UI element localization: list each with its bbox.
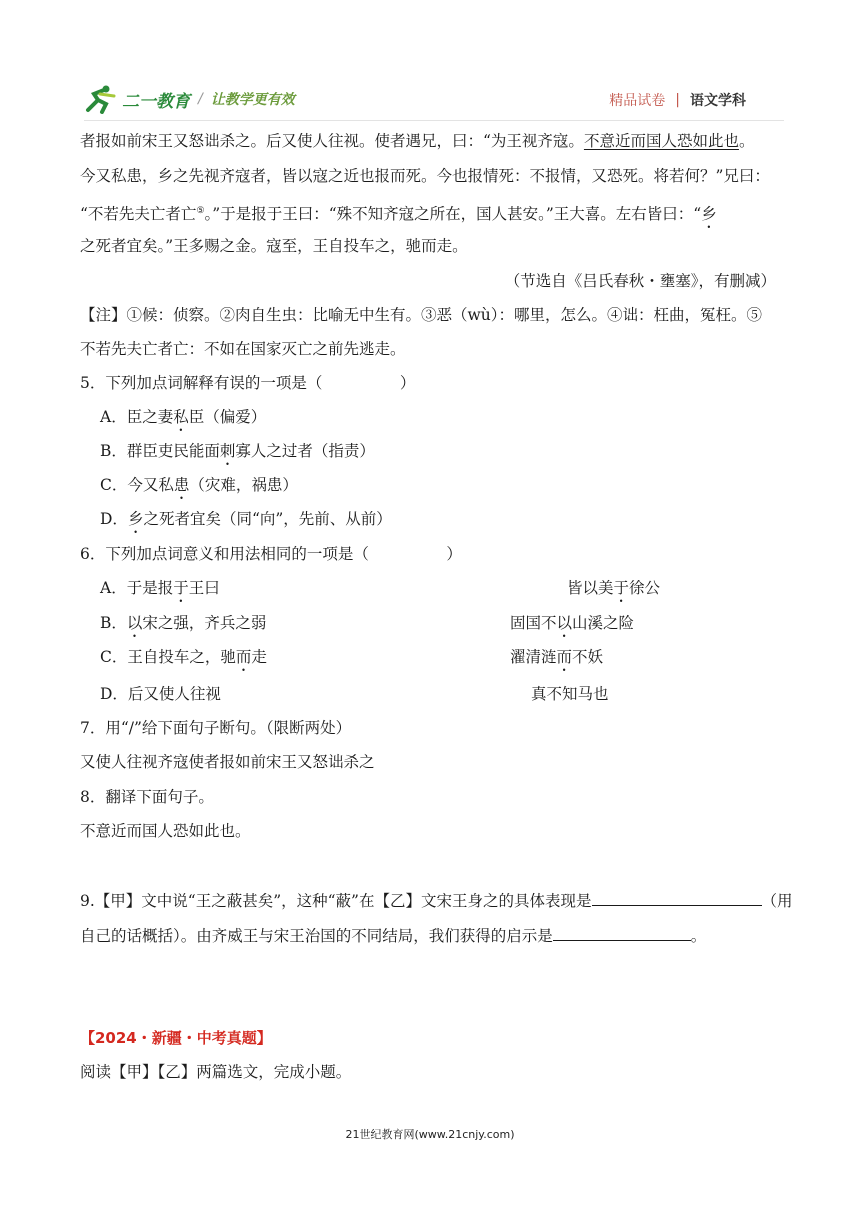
option-text: 固国不	[510, 614, 557, 632]
passage-line-3	[80, 200, 717, 232]
dotted-word: 以	[556, 614, 573, 632]
passage-text: 。”于是报于王曰：“殊不知齐寇之所在，国人甚安。”王大喜。左右皆曰：“	[204, 205, 702, 224]
notes-line-2: 不若先夫亡者亡：不如在国家灭亡之前先逃走。	[80, 340, 406, 358]
question-6-option-c-right	[510, 646, 603, 675]
passage-text: 。	[738, 132, 755, 150]
question-5-option-c	[100, 474, 298, 503]
option-text: （灾难，祸患）	[189, 476, 298, 494]
answer-blank[interactable]	[592, 889, 762, 906]
page-footer: 21世纪教育网(www.21cnjy.com)	[345, 1128, 515, 1141]
header-subject: 语文学科	[690, 93, 746, 109]
passage-text: “不若先夫亡者亡	[80, 205, 197, 224]
question-text: （用	[761, 892, 793, 910]
question-5-option-a	[100, 406, 266, 435]
dotted-word: 患	[173, 476, 190, 494]
brand-name: 二一教育	[122, 91, 190, 112]
question-5-option-d	[100, 508, 392, 537]
dotted-word: 私	[173, 408, 189, 426]
footnote-marker: ⑤	[196, 206, 205, 216]
option-text: 不妖	[572, 648, 604, 666]
running-figure-icon	[84, 84, 118, 114]
option-text: 臣（偏爱）	[188, 408, 267, 426]
dotted-word: 于	[613, 579, 630, 597]
option-text: C．今又私	[100, 476, 174, 494]
passage-line-2: 今又私患，乡之先视齐寇者，皆以寇之近也报而死。今也报情死：不报情，又恐死。将若何？”兄曰：	[80, 167, 770, 185]
section-title: 【2024・新疆・中考真题】	[80, 1029, 272, 1047]
question-7-stem: 7．用“/”给下面句子断句。（限断两处）	[80, 719, 352, 737]
question-5-option-b	[100, 440, 375, 469]
question-text: 9.【甲】文中说“王之蔽甚矣”，这种“蔽”在【乙】文宋王身之的具体表现是	[80, 892, 592, 910]
option-text: 宋之强，齐兵之弱	[142, 614, 267, 632]
question-6-option-d-left: D．后又使人往视	[100, 685, 221, 703]
question-5-stem: 5．下列加点词解释有误的一项是（ ）	[80, 374, 416, 392]
question-8-text: 不意近而国人恐如此也。	[80, 822, 251, 840]
question-7-text: 又使人往视齐寇使者报如前宋王又怒诎杀之	[80, 753, 375, 771]
question-9-line-2	[80, 924, 706, 947]
passage-text: 者报如前宋王又怒诎杀之。后又使人往视。使者遇兄，曰：“为王视齐寇。	[80, 132, 584, 150]
question-6-option-a-left	[100, 577, 220, 606]
brand-logo	[84, 84, 295, 114]
option-text: 濯清涟	[510, 648, 557, 666]
section-instruction: 阅读【甲】【乙】两篇选文，完成小题。	[80, 1063, 352, 1081]
option-text: 寡人之过者（指责）	[235, 442, 375, 460]
dotted-word: 乡	[127, 510, 144, 528]
header-tag: 精品试卷	[609, 93, 666, 109]
question-text: 。	[690, 927, 707, 945]
question-6-stem: 6．下列加点词意义和用法相同的一项是（ ）	[80, 545, 462, 563]
option-text: 之死者宜矣（同“向”，先前、从前）	[143, 510, 392, 528]
question-6-option-a-right	[567, 577, 660, 606]
question-6-option-b-left	[100, 612, 266, 641]
dotted-word: 以	[126, 614, 143, 632]
question-9-line-1	[80, 889, 793, 912]
header-rule	[84, 120, 784, 121]
option-text: D．	[100, 510, 128, 528]
notes-line-1: 【注】①候：侦察。②肉自生虫：比喻无中生有。③恶（wù）：哪里，怎么。④诎：枉曲，冤枉。⑤	[80, 306, 763, 324]
option-text: 王曰	[188, 579, 220, 597]
passage-line-4: 之死者宜矣。”王多赐之金。寇至，王自投车之，驰而走。	[80, 237, 468, 255]
underlined-sentence: 不意近而国人恐如此也	[583, 132, 739, 150]
dotted-word: 于	[173, 579, 189, 597]
brand-separator: /	[198, 91, 203, 107]
question-6-option-c-left	[100, 646, 267, 675]
dotted-word: 而	[556, 648, 573, 666]
option-text: 皆以美	[567, 579, 614, 597]
answer-blank[interactable]	[553, 924, 691, 941]
passage-source: （节选自《吕氏春秋・壅塞》，有删减）	[504, 272, 776, 290]
question-8-stem: 8．翻译下面句子。	[80, 788, 214, 806]
question-6-option-d-right: 真不知马也	[531, 685, 609, 703]
dotted-word: 乡	[701, 205, 717, 224]
dotted-word: 而	[235, 648, 252, 666]
option-text: 走	[251, 648, 267, 666]
option-text: A．于是报	[100, 579, 174, 597]
page-header	[84, 80, 784, 120]
option-text: 徐公	[629, 579, 661, 597]
option-text: C．王自投车之，驰	[100, 648, 236, 666]
question-text: 自己的话概括）。由齐威王与宋王治国的不同结局，我们获得的启示是	[80, 927, 553, 945]
dotted-word: 刺	[219, 442, 236, 460]
option-text: B．群臣吏民能面	[100, 442, 220, 460]
brand-slogan: 让教学更有效	[210, 92, 295, 108]
question-6-option-b-right	[510, 612, 634, 641]
option-text: B．	[100, 614, 127, 632]
passage-line-1	[80, 130, 754, 152]
header-right	[609, 90, 746, 110]
option-text: A．臣之妻	[100, 408, 174, 426]
option-text: 山溪之险	[572, 614, 635, 632]
header-divider: |	[675, 92, 680, 108]
